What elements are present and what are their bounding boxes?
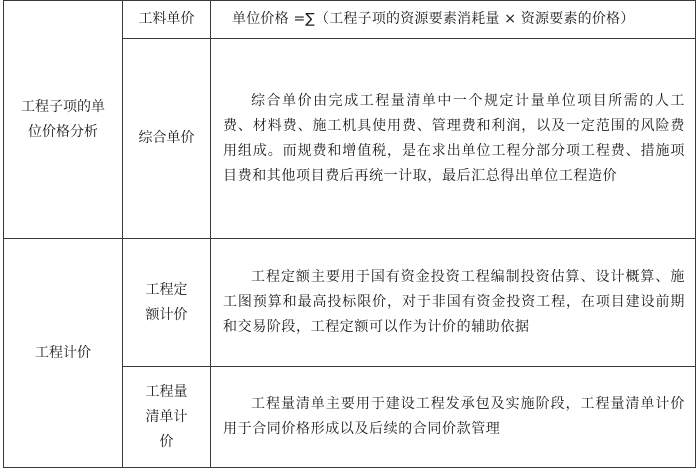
comprehensive-unit-price-description: 综合单价由完成工程量清单中一个规定计量单位项目所需的人工费、材料费、施工机具使用费、管理费和利润，以及一定范围的风险费用组成。而规费和增值税，是在求出单位工程分部分项工程费、措施项目费和其他项目费后再统一计取，最后汇总得出单位工程造价 (223, 92, 685, 184)
category-label: 工程计价 (35, 344, 91, 361)
subtype-cell-quota-pricing (123, 239, 211, 367)
category-cell-engineering-pricing (4, 239, 123, 468)
quota-pricing-description: 工程定额主要用于国有资金投资工程编制投资估算、设计概算、施工图预算和最高投标限价，对于非国有资金投资工程，在项目建设前期和交易阶段，工程定额可以作为计价的辅助依据 (223, 269, 685, 335)
content-cell-quota (211, 239, 696, 367)
unit-price-formula: 单位价格 =∑（工程子项的资源要素消耗量 × 资源要素的价格） (232, 11, 635, 27)
subtype-label: 工料单价 (138, 11, 195, 27)
subtype-cell-comprehensive-unit-price (123, 39, 211, 239)
subtype-cell-bill-of-quantities-pricing (123, 367, 211, 468)
table-row (4, 239, 696, 367)
subtype-label: 工程定额计价 (145, 281, 188, 323)
subtype-cell-material-unit-price (123, 1, 211, 39)
category-label: 工程子项的单位价格分析 (21, 98, 105, 140)
subtype-label: 综合单价 (138, 130, 195, 146)
content-cell-comprehensive (211, 39, 696, 239)
content-cell-formula (211, 1, 696, 39)
table-row (4, 1, 696, 39)
category-cell-unit-price-analysis (4, 1, 123, 239)
bill-of-quantities-description: 工程量清单主要用于建设工程发承包及实施阶段，工程量清单计价用于合同价格形成以及后续的合同价款管理 (223, 396, 685, 437)
content-cell-bill-of-quantities (211, 367, 696, 468)
subtype-label: 工程量清单计价 (145, 383, 188, 450)
pricing-method-table (3, 0, 696, 468)
